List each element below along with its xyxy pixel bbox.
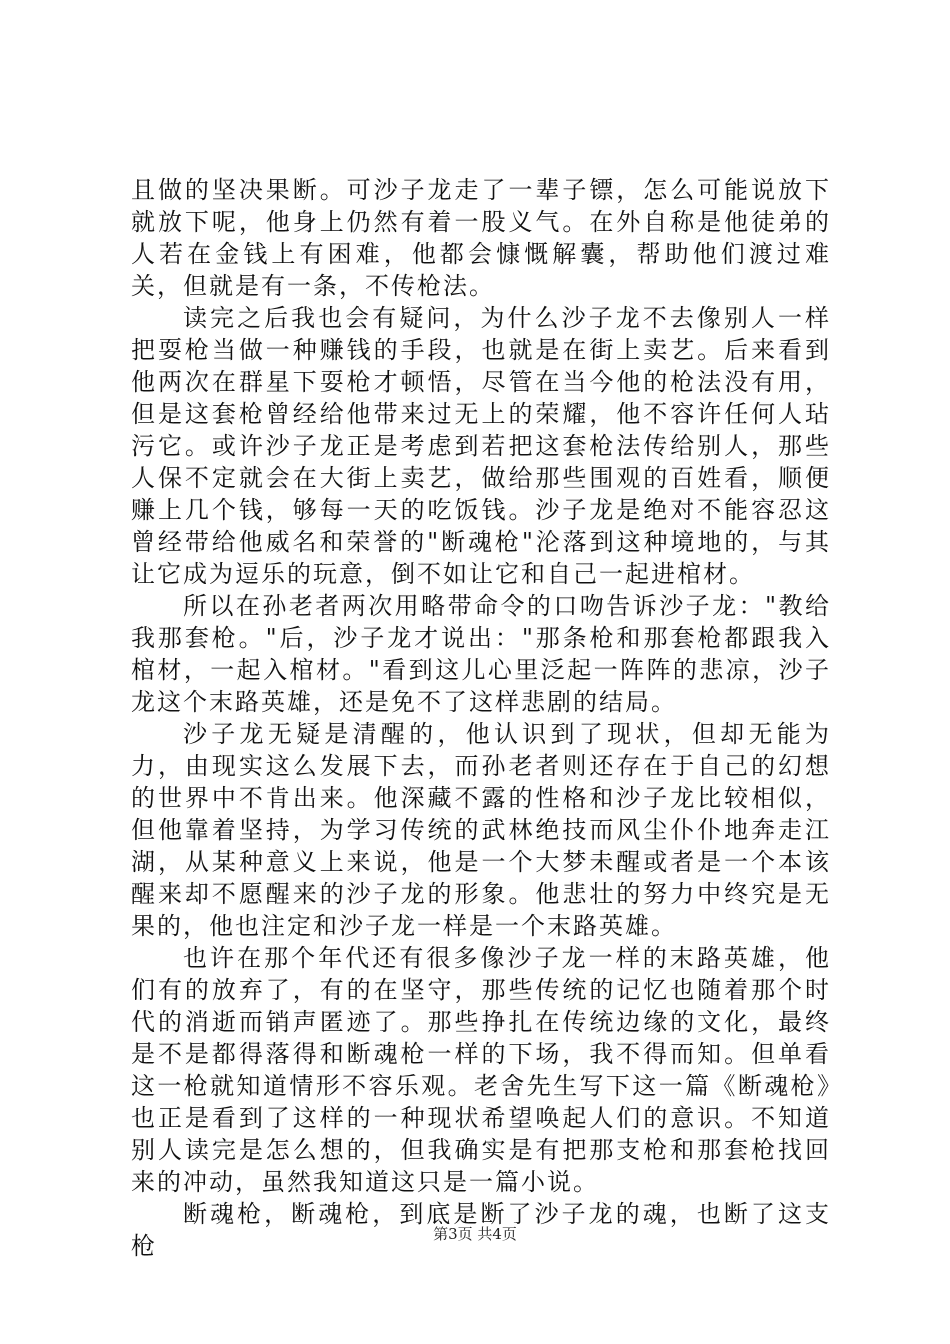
body-text (131, 174, 831, 1262)
paragraph: 沙子龙无疑是清醒的，他认识到了现状，但却无能为力，由现实这么发展下去，而孙老者则还存在于自己的幻想的世界中不肯出来。他深藏不露的性格和沙子龙比较相似，但他靠着坚持，为学习传统的武林绝技而风尘仆仆地奔走江湖，从某种意义上来说，他是一个大梦未醒或者是一个本该醒来却不愿醒来的沙子龙的形象。他悲壮的努力中终究是无果的，他也注定和沙子龙一样是一个末路英雄。 (131, 720, 831, 940)
paragraph-truncated: 断魂枪，断魂枪，到底是断了沙子龙的魂，也断了这支枪 (131, 1200, 831, 1260)
paragraph: 也许在那个年代还有很多像沙子龙一样的末路英雄，他们有的放弃了，有的在坚守，那些传统的记忆也随着那个时代的消逝而销声匿迹了。那些挣扎在传统边缘的文化，最终是不是都得落得和断魂枪一样的下场，我不得而知。但单看这一枪就知道情形不容乐观。老舍先生写下这一篇《断魂枪》也正是看到了这样的一种现状希望唤起人们的意识。不知道别人读完是怎么想的，但我确实是有把那支枪和那套枪找回来的冲动，虽然我知道这只是一篇小说。 (131, 944, 831, 1196)
page-footer: 第3页 共4页 (433, 1225, 517, 1243)
paragraph: 读完之后我也会有疑问，为什么沙子龙不去像别人一样把耍枪当做一种赚钱的手段，也就是在街上卖艺。后来看到他两次在群星下耍枪才顿悟，尽管在当今他的枪法没有用，但是这套枪曾经给他带来过无上的荣耀，他不容许任何人玷污它。或许沙子龙正是考虑到若把这套枪法传给别人，那些人保不定就会在大街上卖艺，做给那些围观的百姓看，顺便赚上几个钱，够每一天的吃饭钱。沙子龙是绝对不能容忍这曾经带给他威名和荣誉的"断魂枪"沦落到这种境地的，与其让它成为逗乐的玩意，倒不如让它和自己一起进棺材。 (131, 304, 831, 588)
paragraph: 所以在孙老者两次用略带命令的口吻告诉沙子龙："教给我那套枪。"后，沙子龙才说出："那条枪和那套枪都跟我入棺材，一起入棺材。"看到这儿心里泛起一阵阵的悲凉，沙子龙这个末路英雄，还是免不了这样悲剧的结局。 (131, 592, 831, 716)
paragraph-continued: 且做的坚决果断。可沙子龙走了一辈子镖，怎么可能说放下就放下呢，他身上仍然有着一股义气。在外自称是他徒弟的人若在金钱上有困难，他都会慷慨解囊，帮助他们渡过难关，但就是有一条，不传枪法。 (131, 176, 831, 300)
